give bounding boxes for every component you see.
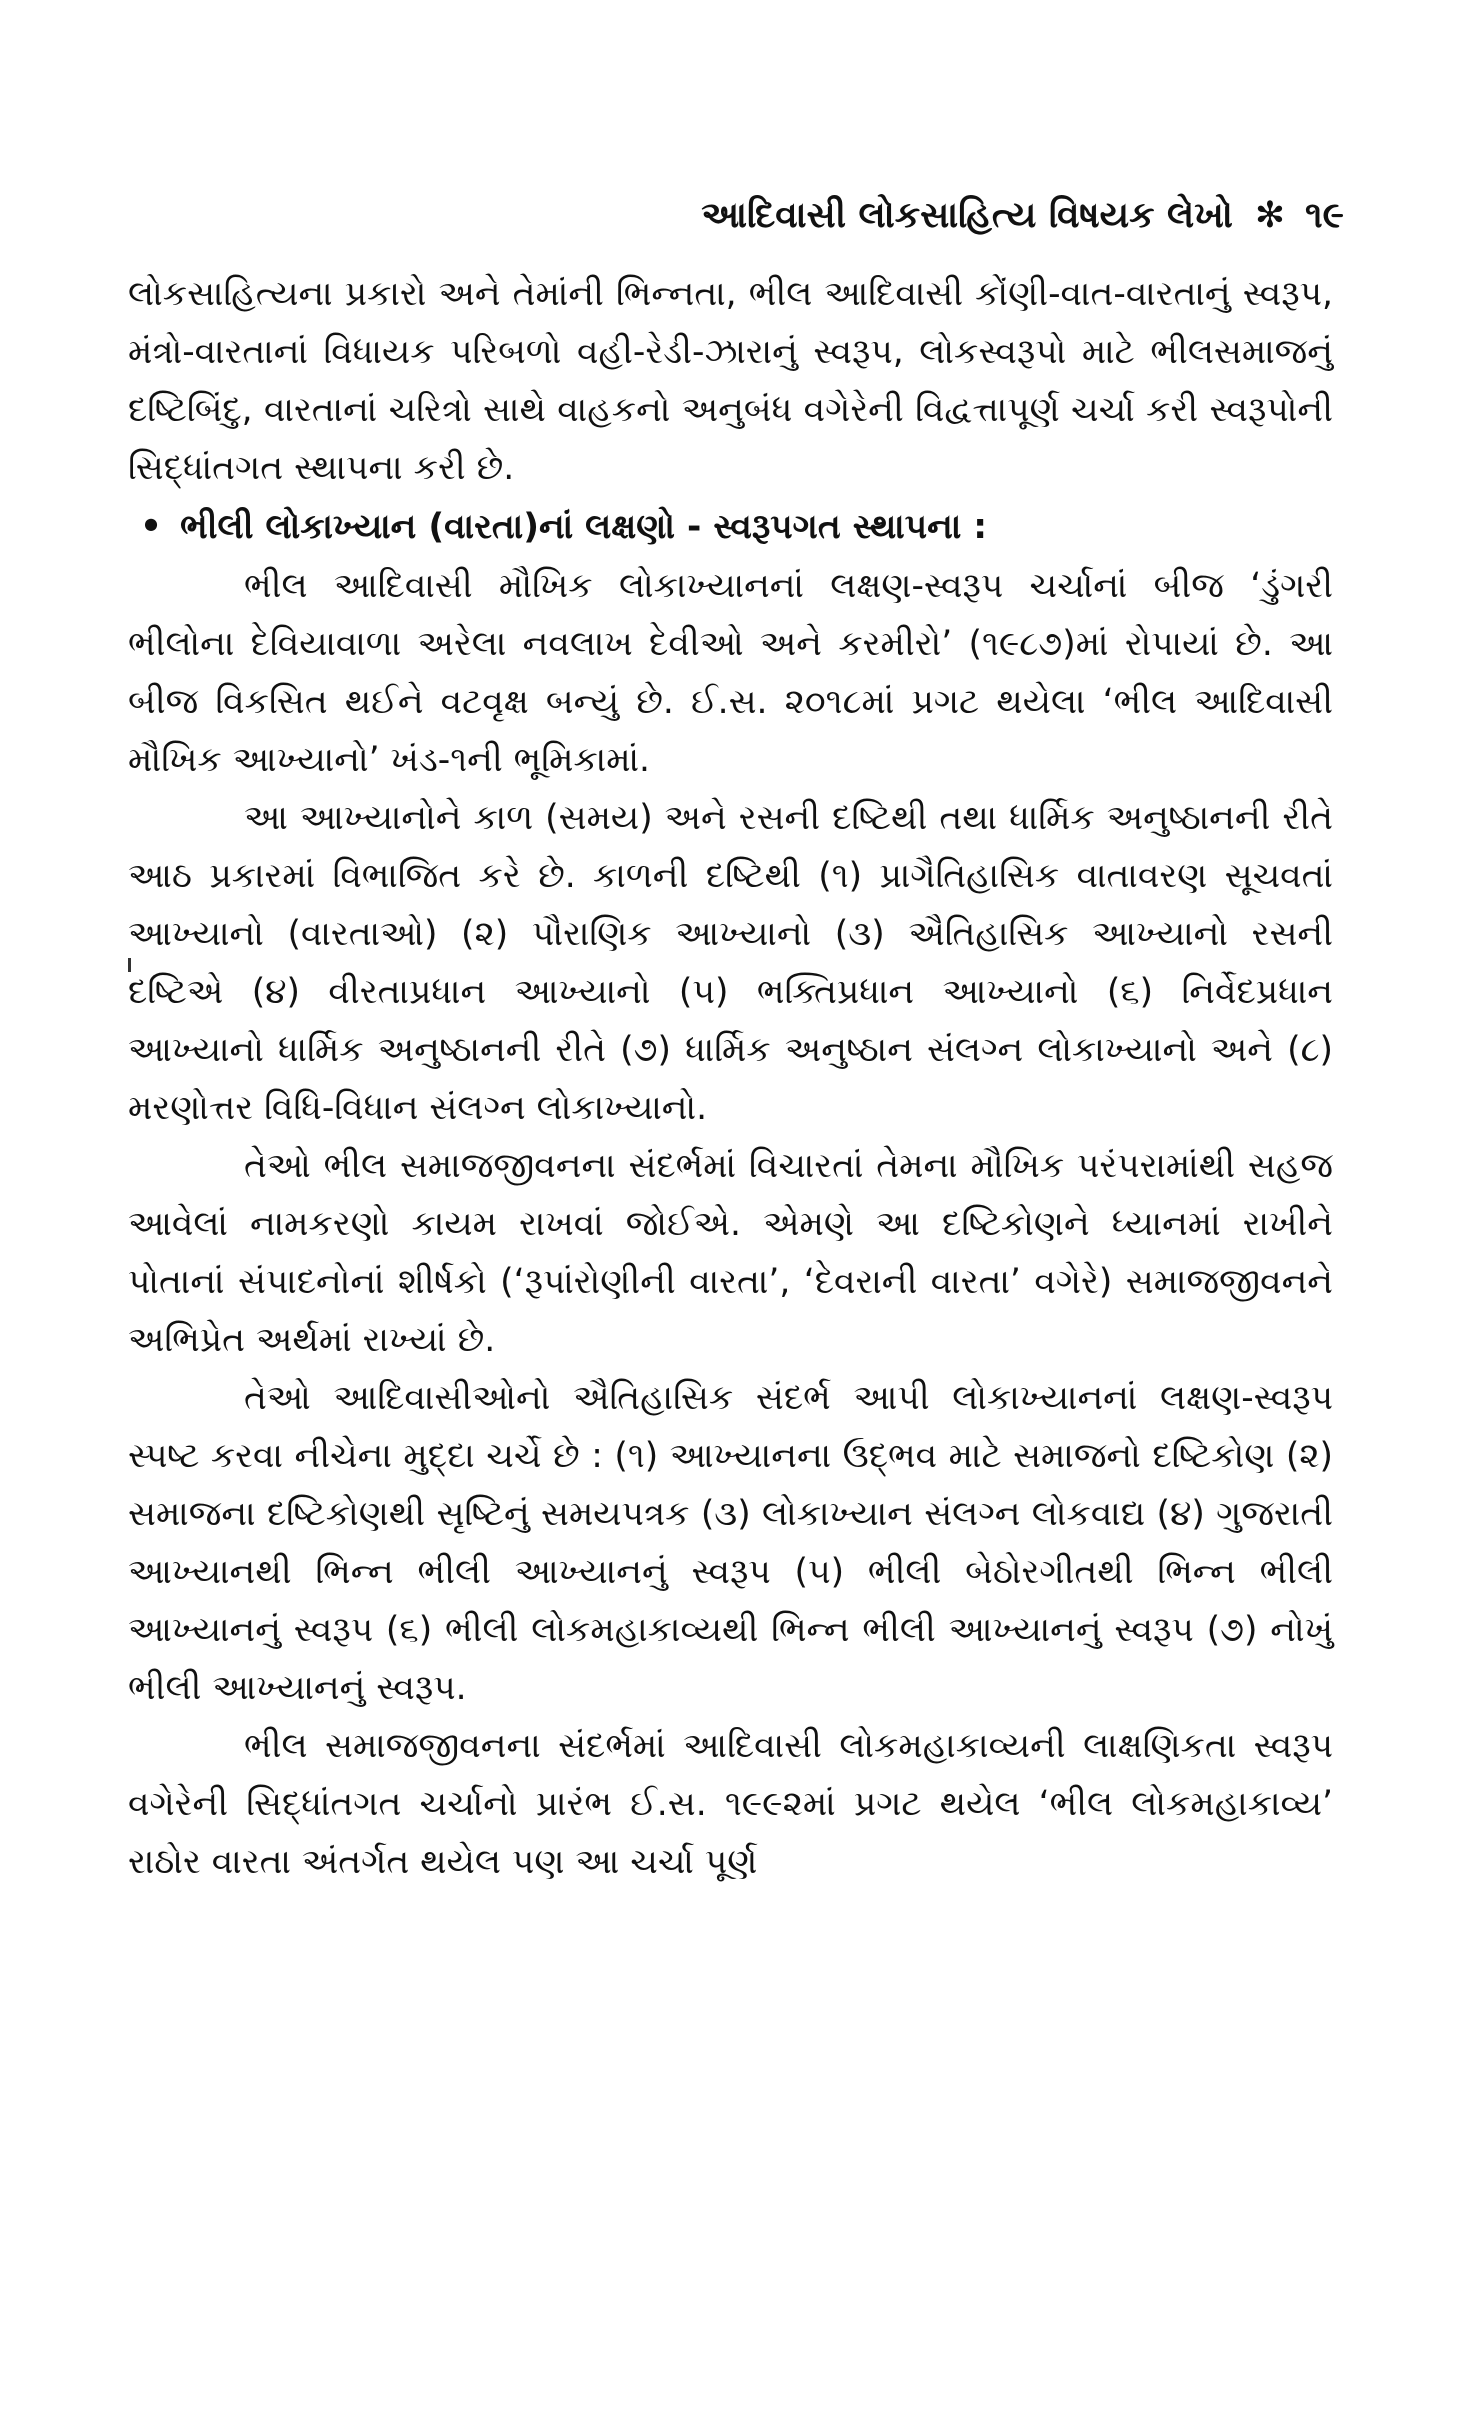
paragraph-1: લોકસાહિત્યના પ્રકારો અને તેમાંની ભિન્નતા, ભીલ આદિવાસી કોંણી-વાત-વારતાનું સ્વરૂપ, મંત્રો-વારતાનાં વિધાયક પરિબળો વહી-રેડી-ઝારાનું સ્વરૂપ, લોકસ્વરૂપો માટે ભીલસમાજનું દષ્ટિબિંદુ, વારતાનાં ચરિત્રો સાથે વાહકનો અનુબંધ વગેરેની વિદ્વત્તાપૂર્ણ ચર્ચા કરી સ્વરૂપોની સિદ્ધાંતગત સ્થાપના કરી છે. xyxy=(128,274,1333,488)
paragraph-3: આ આખ્યાનોને કાળ (સમય) અને રસની દષ્ટિથી તથા ધાર્મિક અનુષ્ઠાનની રીતે આઠ પ્રકારમાં વિભાજિત કરે છે. કાળની દષ્ટિથી (૧) પ્રાગૈતિહાસિક વાતાવરણ સૂચવતાં આખ્યાનો (વારતાઓ) (૨) પૌરાણિક આખ્યાનો (૩) ઐતિહાસિક આખ્યાનો રસની દષ્ટિએ (૪) વીરતાપ્રધાન આખ્યાનો (૫) ભક્તિપ્રધાન આખ્યાનો (૬) નિર્વેદપ્રધાન આખ્યાનો ધાર્મિક અનુષ્ઠાનની રીતે (૭) ધાર્મિક અનુષ્ઠાન સંલગ્ન લોકાખ્યાનો અને (૮) મરણોત્તર વિધિ-વિધાન સંલગ્ન લોકાખ્યાનો. xyxy=(128,798,1333,1128)
paragraph-4: તેઓ ભીલ સમાજજીવનના સંદર્ભમાં વિચારતાં તેમના મૌખિક પરંપરામાંથી સહજ આવેલાં નામકરણો કાયમ રાખવાં જોઈએ. એમણે આ દષ્ટિકોણને ધ્યાનમાં રાખીને પોતાનાં સંપાદનોનાં શીર્ષકો (‘રૂપાંરોણીની વારતા’, ‘દેવરાની વારતા’ વગેરે) સમાજજીવનને અભિપ્રેત અર્થમાં રાખ્યાં છે. xyxy=(128,1146,1333,1360)
page-number: ૧૯ xyxy=(1305,195,1344,236)
paragraph-2: ભીલ આદિવાસી મૌખિક લોકાખ્યાનનાં લક્ષણ-સ્વરૂપ ચર્ચાનાં બીજ ‘ડુંગરી ભીલોના દેવિયાવાળા અરેલા નવલાખ દેવીઓ અને કરમીરો’ (૧૯૮૭)માં રોપાયાં છે. આ બીજ વિકસિત થઈને વટવૃક્ષ બન્યું છે. ઈ.સ. ૨૦૧૮માં પ્રગટ થયેલા ‘ભીલ આદિવાસી મૌખિક આખ્યાનો’ ખંડ-૧ની ભૂમિકામાં. xyxy=(128,566,1333,780)
bullet-icon: • xyxy=(140,507,163,547)
body-text xyxy=(128,265,1333,1891)
running-head xyxy=(701,195,1344,236)
paragraph-5: તેઓ આદિવાસીઓનો ઐતિહાસિક સંદર્ભ આપી લોકાખ્યાનનાં લક્ષણ-સ્વરૂપ સ્પષ્ટ કરવા નીચેના મુદ્દા ચર્ચે છે : (૧) આખ્યાનના ઉદ્‌ભવ માટે સમાજનો દષ્ટિકોણ (૨) સમાજના દષ્ટિકોણથી સૃષ્ટિનું સમયપત્રક (૩) લોકાખ્યાન સંલગ્ન લોકવાદ્ય (૪) ગુજરાતી આખ્યાનથી ભિન્ન ભીલી આખ્યાનનું સ્વરૂપ (૫) ભીલી બેઠોરગીતથી ભિન્ન ભીલી આખ્યાનનું સ્વરૂપ (૬) ભીલી લોકમહાકાવ્યથી ભિન્ન ભીલી આખ્યાનનું સ્વરૂપ (૭) નોખું ભીલી આખ્યાનનું સ્વરૂપ. xyxy=(128,1378,1333,1708)
section-heading xyxy=(128,497,1333,557)
paragraph-6: ભીલ સમાજજીવનના સંદર્ભમાં આદિવાસી લોકમહાકાવ્યની લાક્ષણિકતા સ્વરૂપ વગેરેની સિદ્ધાંતગત ચર્ચાનો પ્રારંભ ઈ.સ. ૧૯૯૨માં પ્રગટ થયેલ ‘ભીલ લોકમહાકાવ્ય’ રાઠોર વારતા અંતર્ગત થયેલ પણ આ ચર્ચા પૂર્ણ xyxy=(128,1726,1333,1882)
running-head-title: આદિવાસી લોકસાહિત્ય વિષયક લેખો xyxy=(701,195,1233,236)
section-heading-text: ભીલી લોકાખ્યાન (વારતા)નાં લક્ષણો - સ્વરૂપગત સ્થાપના : xyxy=(180,507,988,547)
asterisk-icon: ✻ xyxy=(1254,195,1286,236)
